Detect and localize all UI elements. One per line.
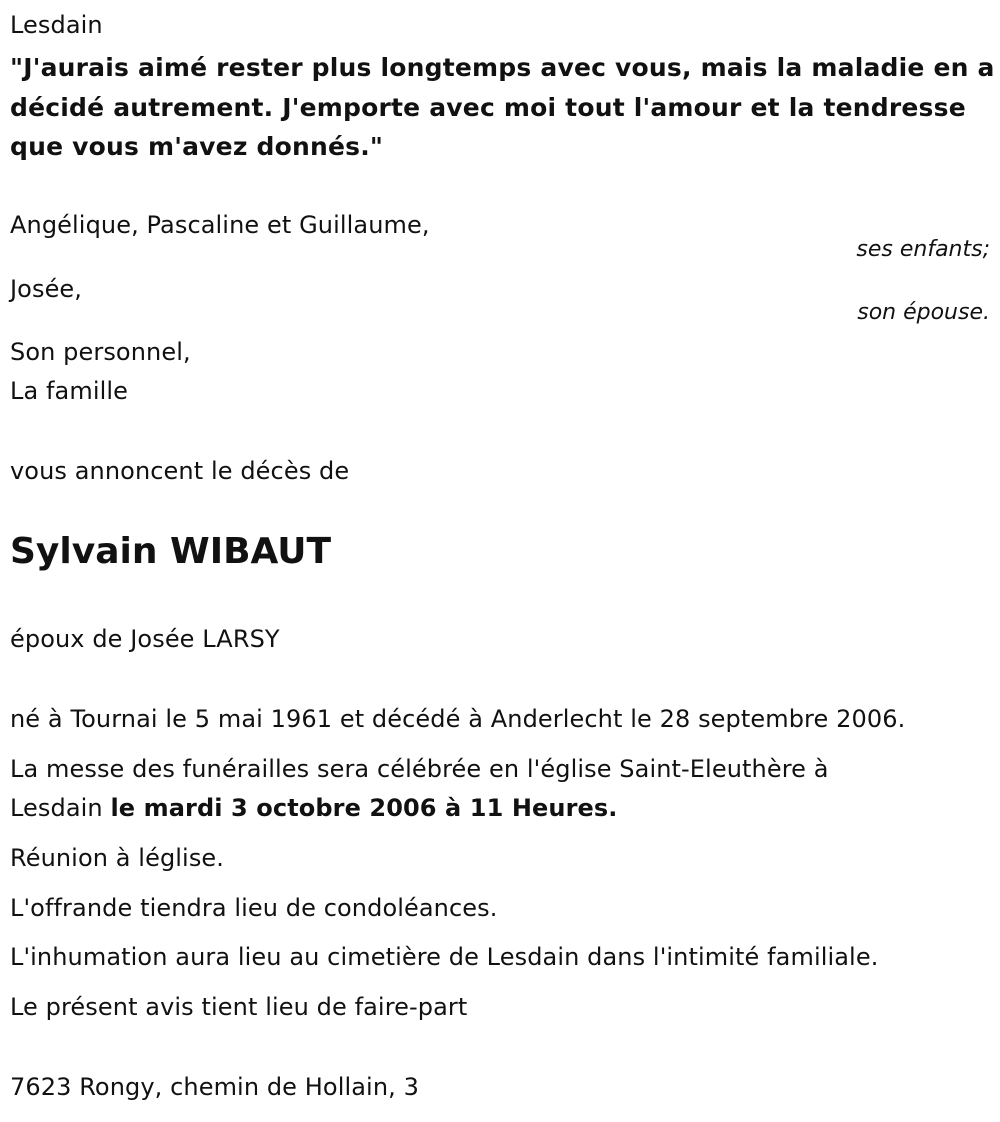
quote-line: "J'aurais aimé rester plus longtemps avec vous, mais la maladie en a	[10, 53, 995, 82]
staff-line: Son personnel,	[10, 338, 191, 366]
mass-date-text: le mardi 3 octobre 2006 à 11 Heures.	[110, 794, 618, 822]
mass-line: La messe des funérailles sera célébrée en l'église Saint-Eleuthère à	[10, 755, 829, 783]
children-role: ses enfants;	[856, 237, 990, 262]
spouse-name: Josée,	[10, 275, 83, 303]
deceased-name: Sylvain WIBAUT	[10, 531, 332, 572]
offering-line: L'offrande tiendra lieu de condoléances.	[10, 894, 498, 922]
birth-death-line: né à Tournai le 5 mai 1961 et décédé à Anderlecht le 28 septembre 2006.	[10, 705, 906, 733]
spouse-role: son épouse.	[857, 300, 990, 325]
quote-line: décidé autrement. J'emporte avec moi tout l'amour et la tendresse	[10, 92, 966, 122]
quote-line: que vous m'avez donnés."	[10, 132, 384, 161]
mass-date-line	[10, 793, 618, 823]
address-line: 7623 Rongy, chemin de Hollain, 3	[10, 1073, 419, 1101]
obituary-notice	[10, 0, 995, 1122]
children-names: Angélique, Pascaline et Guillaume,	[10, 211, 430, 239]
family-line: La famille	[10, 377, 129, 405]
quote-block	[10, 48, 995, 167]
notice-line: Le présent avis tient lieu de faire-part	[10, 993, 468, 1021]
meeting-line: Réunion à léglise.	[10, 844, 225, 872]
mass-location-text: Lesdain	[10, 794, 111, 822]
announcement-text: vous annoncent le décès de	[10, 457, 350, 485]
burial-line: L'inhumation aura lieu au cimetière de Lesdain dans l'intimité familiale.	[10, 943, 879, 971]
spouse-of-line: époux de Josée LARSY	[10, 625, 280, 653]
location-heading: Lesdain	[10, 11, 103, 39]
